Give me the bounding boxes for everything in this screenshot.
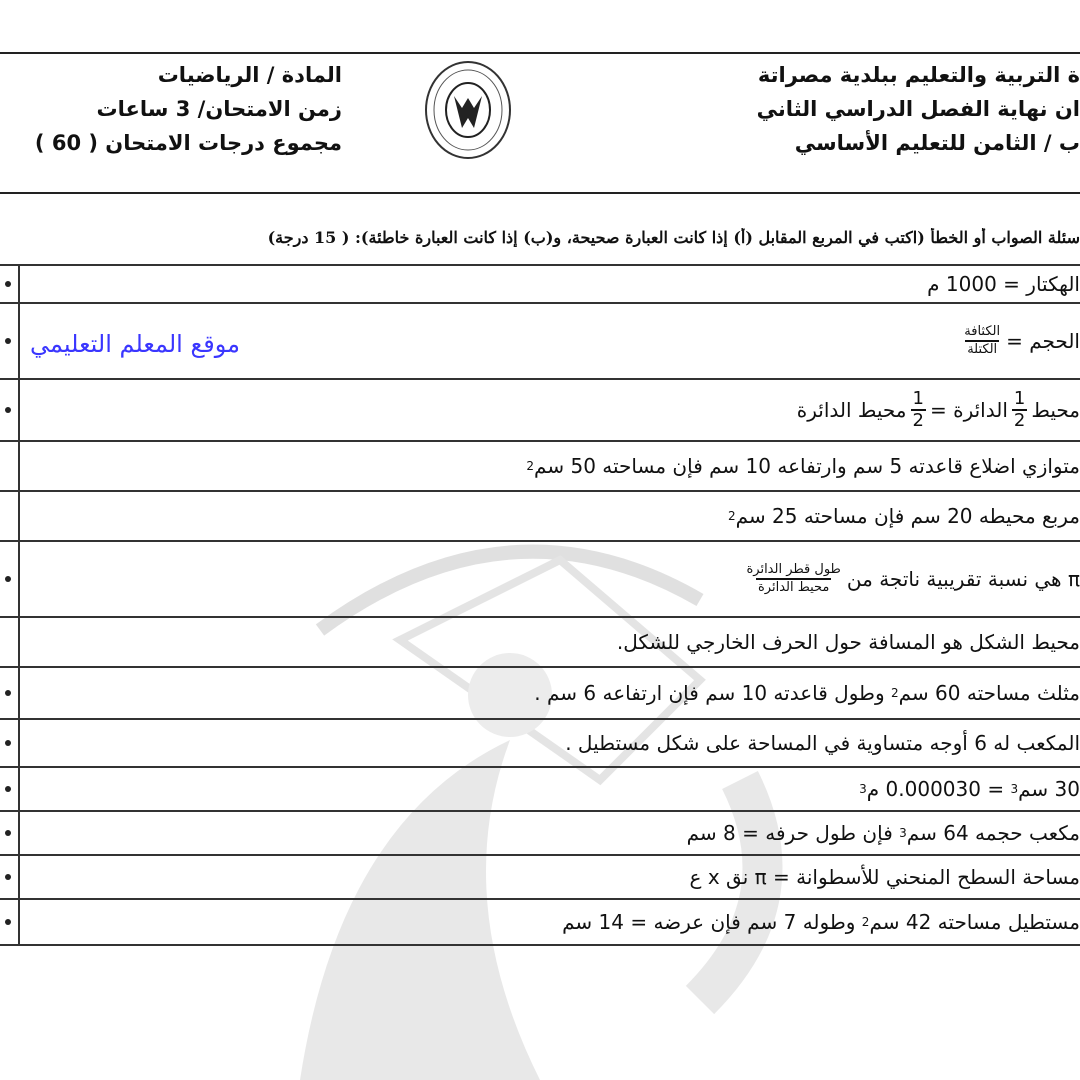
answer-box[interactable]: [0, 492, 20, 540]
statement-text: 30 سم: [1018, 777, 1080, 801]
exponent: 2: [727, 509, 736, 523]
fraction-denominator: محيط الدائرة: [758, 580, 830, 595]
exponent: 2: [861, 915, 870, 929]
statement-text: π هي نسبة تقريبية ناتجة من: [846, 567, 1080, 591]
fraction: [911, 389, 926, 431]
statement-text: = 0.000030 م: [866, 777, 1005, 801]
table-row: [0, 720, 1080, 768]
exponent: 3: [1010, 782, 1019, 796]
question-instruction: سئلة الصواب أو الخطأ (اكتب في المربع المقابل (أ) إذا كانت العبارة صحيحة، و(ب) إذا كانت العبارة خاطئة): ( 15 درجة): [267, 228, 1080, 247]
school-info: [740, 58, 1080, 160]
statement-text: وطول قاعدته 10 سم فإن ارتفاعه 6 سم .: [534, 681, 885, 705]
statement-text: الهكتار = 1000 م: [927, 272, 1080, 296]
table-row: [0, 900, 1080, 946]
table-row: [0, 768, 1080, 812]
fraction-numerator: طول قطر الدائرة: [746, 562, 841, 577]
statement-text: مستطيل مساحته 42 سم: [869, 910, 1080, 934]
statement-text: متوازي اضلاع قاعدته 5 سم وارتفاعه 10 سم فإن مساحته 50 سم: [534, 454, 1080, 478]
statement-text: محيط الشكل هو المسافة حول الحرف الخارجي للشكل.: [616, 630, 1080, 654]
answer-box[interactable]: [0, 618, 20, 666]
fraction-numerator: 1: [1013, 388, 1026, 409]
duration-line: زمن الامتحان/ 3 ساعات: [96, 97, 342, 121]
answer-box[interactable]: [0, 812, 20, 854]
exponent: 3: [899, 826, 907, 840]
ministry-seal-logo: [416, 58, 520, 162]
fraction: [962, 324, 1002, 358]
table-row: [0, 618, 1080, 668]
exponent: 2: [526, 459, 535, 473]
answer-box[interactable]: [0, 380, 20, 440]
header-top-rule: [0, 52, 1080, 54]
statement-text: مربع محيطه 20 سم فإن مساحته 25 سم: [735, 504, 1080, 528]
statement-text: الحجم =: [1006, 329, 1080, 353]
table-row: [0, 812, 1080, 856]
answer-box[interactable]: [0, 720, 20, 766]
answer-box[interactable]: [0, 668, 20, 718]
fraction-denominator: 2: [1013, 410, 1026, 431]
table-row: [0, 856, 1080, 900]
exponent: 3: [859, 782, 867, 796]
statement-text: المكعب له 6 أوجه متساوية في المساحة على شكل مستطيل .: [565, 731, 1080, 755]
statement-text: مساحة السطح المنحني للأسطوانة = π نق x ع: [689, 865, 1080, 889]
exponent: 2: [890, 686, 899, 700]
fraction-denominator: الكتلة: [967, 342, 998, 357]
answer-box[interactable]: [0, 856, 20, 898]
school-line-1: ة التربية والتعليم ببلدية مصراتة: [757, 63, 1080, 87]
answer-box[interactable]: [0, 900, 20, 944]
answer-box[interactable]: [0, 542, 20, 616]
statement-text: مثلث مساحته 60 سم: [898, 681, 1080, 705]
fraction-numerator: 1: [912, 388, 924, 409]
table-row: [0, 264, 1080, 304]
answer-box[interactable]: [0, 442, 20, 490]
table-row: [0, 492, 1080, 542]
answer-box[interactable]: [0, 304, 20, 378]
answer-box[interactable]: [0, 768, 20, 810]
table-row: [0, 442, 1080, 492]
table-row: [0, 542, 1080, 618]
statement-text: محيط الدائرة: [796, 398, 907, 422]
statement-text: الدائرة =: [929, 398, 1008, 422]
statement-text: محيط: [1031, 398, 1080, 422]
school-line-3: ب / الثامن للتعليم الأساسي: [794, 131, 1080, 155]
table-row: [0, 380, 1080, 442]
table-row: [0, 668, 1080, 720]
statement-text: فإن طول حرفه = 8 سم: [686, 821, 893, 845]
total-marks-line: مجموع درجات الامتحان ( 60 ): [34, 131, 342, 155]
fraction: [1012, 389, 1027, 431]
fraction-numerator: الكثافة: [964, 324, 1001, 339]
true-false-table: [0, 264, 1080, 946]
statement-text: مكعب حجمه 64 سم: [906, 821, 1080, 845]
subject-line: المادة / الرياضيات: [157, 63, 342, 87]
fraction: [744, 562, 842, 596]
site-watermark-text: موقع المعلم التعليمي: [30, 330, 240, 358]
exam-info: [0, 58, 342, 160]
statement-text: وطوله 7 سم فإن عرضه = 14 سم: [562, 910, 856, 934]
school-line-2: ان نهاية الفصل الدراسي الثاني: [756, 97, 1080, 121]
fraction-denominator: 2: [912, 410, 924, 431]
answer-box[interactable]: [0, 266, 20, 302]
header-bottom-rule: [0, 192, 1080, 194]
